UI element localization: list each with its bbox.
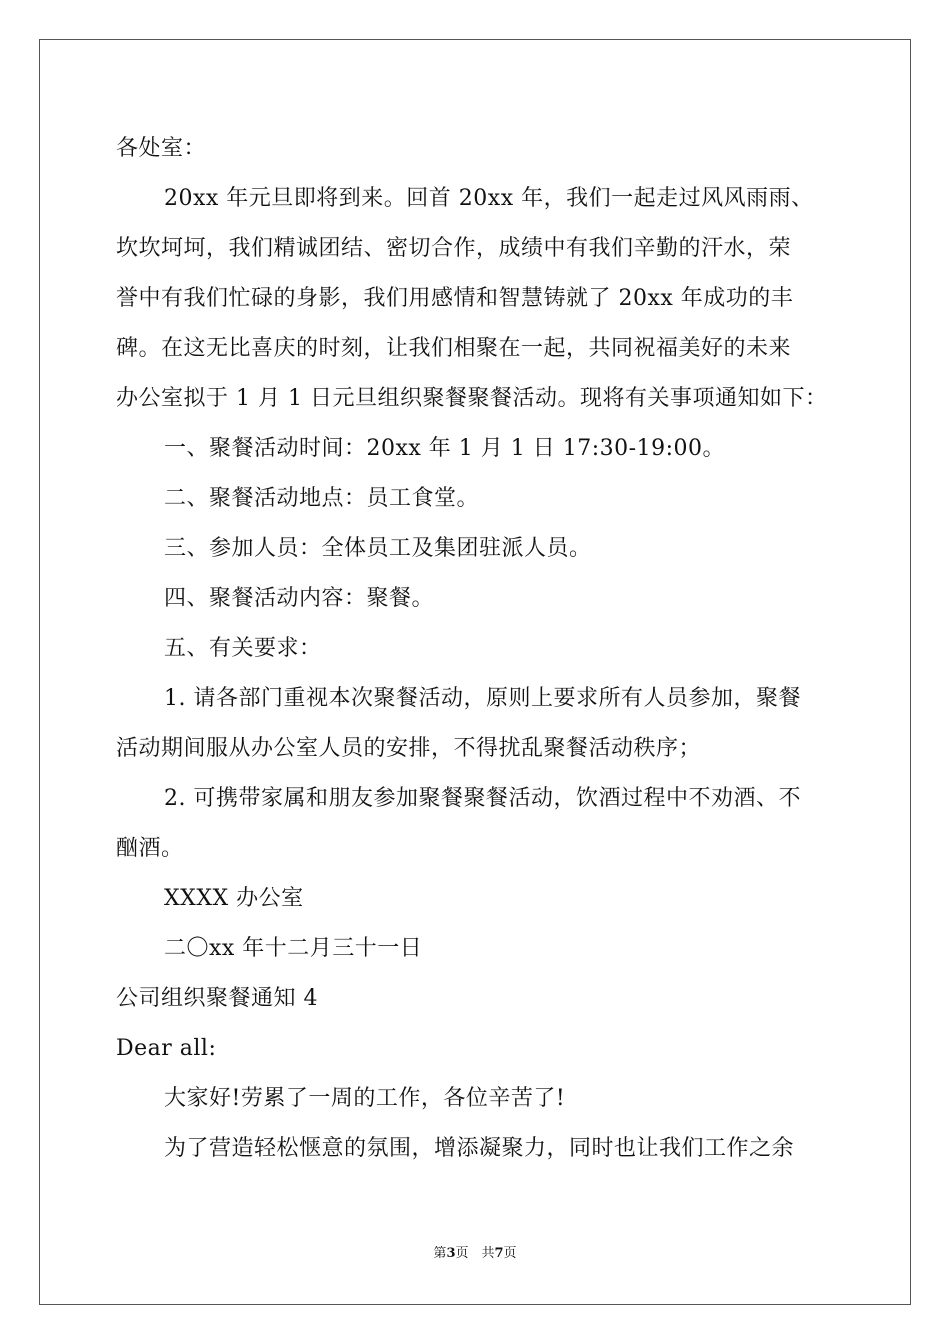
page-footer <box>0 1245 950 1263</box>
requirement-1: 1. 请各部门重视本次聚餐活动，原则上要求所有人员参加，聚餐 <box>164 686 801 711</box>
paragraph-line: 大家好!劳累了一周的工作，各位辛苦了! <box>164 1086 566 1111</box>
paragraph-line: 办公室拟于 1 月 1 日元旦组织聚餐聚餐活动。现将有关事项通知如下： <box>116 386 828 411</box>
greeting: Dear all: <box>116 1036 217 1061</box>
requirement-1-cont: 活动期间服从办公室人员的安排，不得扰乱聚餐活动秩序； <box>116 736 702 761</box>
paragraph-line: 为了营造轻松惬意的氛围，增添凝聚力，同时也让我们工作之余 <box>164 1136 795 1161</box>
page-border <box>39 39 911 1305</box>
footer-prefix: 第 <box>433 1246 447 1261</box>
list-item-attendees: 三、参加人员：全体员工及集团驻派人员。 <box>164 536 592 561</box>
footer-current-page: 3 <box>446 1246 456 1261</box>
signature-office: XXXX 办公室 <box>164 886 304 911</box>
list-item-time: 一、聚餐活动时间：20xx 年 1 月 1 日 17:30-19:00。 <box>164 436 725 461</box>
list-item-requirements: 五、有关要求： <box>164 636 322 661</box>
requirement-2-cont: 酗酒。 <box>116 836 184 861</box>
list-item-location: 二、聚餐活动地点：员工食堂。 <box>164 486 480 511</box>
paragraph-line: 20xx 年元旦即将到来。回首 20xx 年，我们一起走过风风雨雨、 <box>164 186 814 211</box>
footer-mid: 页 共 <box>455 1246 495 1261</box>
paragraph-line: 碑。在这无比喜庆的时刻，让我们相聚在一起，共同祝福美好的未来 <box>116 336 792 361</box>
requirement-2: 2. 可携带家属和朋友参加聚餐聚餐活动，饮酒过程中不劝酒、不 <box>164 786 801 811</box>
footer-total-pages: 7 <box>494 1246 504 1261</box>
list-item-content: 四、聚餐活动内容：聚餐。 <box>164 586 435 611</box>
footer-suffix: 页 <box>503 1246 517 1261</box>
signature-date: 二〇xx 年十二月三十一日 <box>164 936 423 961</box>
paragraph-line: 誉中有我们忙碌的身影，我们用感情和智慧铸就了 20xx 年成功的丰 <box>116 286 794 311</box>
salutation: 各处室： <box>116 136 207 161</box>
section-heading: 公司组织聚餐通知 4 <box>116 986 318 1011</box>
paragraph-line: 坎坎坷坷，我们精诚团结、密切合作，成绩中有我们辛勤的汗水，荣 <box>116 236 792 261</box>
